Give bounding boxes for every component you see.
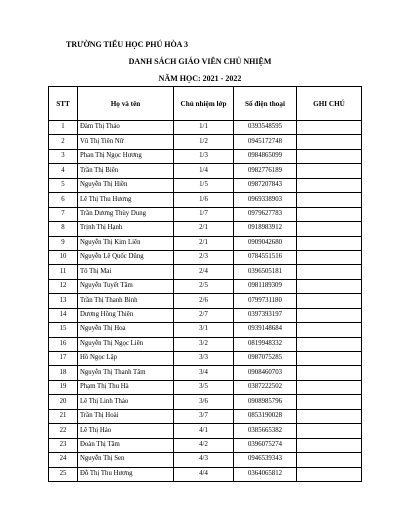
name-cell: Lê Thị Hảo xyxy=(78,424,174,438)
name-cell: Lê Thị Thu Hương xyxy=(78,193,174,207)
name-cell: Lê Thị Linh Thảo xyxy=(78,395,174,409)
stt-cell: 20 xyxy=(49,395,78,409)
stt-cell: 19 xyxy=(49,380,78,394)
phone-cell: 0853190028 xyxy=(234,409,297,423)
class-cell: 2/5 xyxy=(174,279,234,293)
phone-cell: 0987207843 xyxy=(234,178,297,192)
note-cell xyxy=(297,352,362,366)
class-cell: 4/3 xyxy=(174,453,234,467)
name-cell: Đàm Thị Thảo xyxy=(78,121,174,135)
phone-cell: 0397393197 xyxy=(234,308,297,322)
table-row xyxy=(49,135,362,149)
class-cell: 3/3 xyxy=(174,352,234,366)
table-row xyxy=(49,380,362,394)
note-cell xyxy=(297,366,362,380)
table-row xyxy=(49,453,362,467)
name-cell: Phan Thị Ngọc Hương xyxy=(78,149,174,163)
class-cell: 3/7 xyxy=(174,409,234,423)
class-cell: 1/1 xyxy=(174,121,234,135)
note-cell xyxy=(297,222,362,236)
table-row xyxy=(49,337,362,351)
note-cell xyxy=(297,279,362,293)
stt-cell: 25 xyxy=(49,467,78,481)
column-header-phone: Số điện thoại xyxy=(234,87,297,121)
note-cell xyxy=(297,135,362,149)
table-row xyxy=(49,352,362,366)
stt-cell: 9 xyxy=(49,236,78,250)
name-cell: Vũ Thị Tiên Nữ xyxy=(78,135,174,149)
note-cell xyxy=(297,467,362,481)
stt-cell: 16 xyxy=(49,337,78,351)
note-cell xyxy=(297,164,362,178)
table-row xyxy=(49,308,362,322)
table-row xyxy=(49,222,362,236)
name-cell: Dương Hồng Thiên xyxy=(78,308,174,322)
stt-cell: 3 xyxy=(49,149,78,163)
note-cell xyxy=(297,207,362,221)
note-cell xyxy=(297,121,362,135)
name-cell: Trần Thị Biên xyxy=(78,164,174,178)
name-cell: Trịnh Thị Hạnh xyxy=(78,222,174,236)
note-cell xyxy=(297,337,362,351)
note-cell xyxy=(297,178,362,192)
phone-cell: 0984865099 xyxy=(234,149,297,163)
name-cell: Nguyễn Thị Hoa xyxy=(78,323,174,337)
table-row xyxy=(49,395,362,409)
phone-cell: 0982776189 xyxy=(234,164,297,178)
phone-cell: 0364065812 xyxy=(234,467,297,481)
class-cell: 3/5 xyxy=(174,380,234,394)
class-cell: 2/1 xyxy=(174,222,234,236)
table-row xyxy=(49,366,362,380)
phone-cell: 0918983912 xyxy=(234,222,297,236)
class-cell: 4/1 xyxy=(174,424,234,438)
class-cell: 2/6 xyxy=(174,294,234,308)
note-cell xyxy=(297,308,362,322)
table-row xyxy=(49,424,362,438)
phone-cell: 0979627783 xyxy=(234,207,297,221)
table-row xyxy=(49,193,362,207)
phone-cell: 0396075274 xyxy=(234,438,297,452)
class-cell: 2/3 xyxy=(174,250,234,264)
table-row xyxy=(49,121,362,135)
name-cell: Đỗ Thị Thu Hương xyxy=(78,467,174,481)
table-row xyxy=(49,279,362,293)
note-cell xyxy=(297,236,362,250)
note-cell xyxy=(297,380,362,394)
phone-cell: 0387222502 xyxy=(234,380,297,394)
phone-cell: 0939148684 xyxy=(234,323,297,337)
class-cell: 4/4 xyxy=(174,467,234,481)
name-cell: Đoàn Thị Tâm xyxy=(78,438,174,452)
name-cell: Hồ Ngọc Lập xyxy=(78,352,174,366)
stt-cell: 11 xyxy=(49,265,78,279)
column-header-class: Chủ nhiệm lớp xyxy=(174,87,234,121)
class-cell: 1/7 xyxy=(174,207,234,221)
phone-cell: 0385665382 xyxy=(234,424,297,438)
school-name: TRƯỜNG TIỂU HỌC PHÚ HÒA 3 xyxy=(66,40,189,49)
class-cell: 2/4 xyxy=(174,265,234,279)
column-header-note: GHI CHÚ xyxy=(297,87,362,121)
name-cell: Nguyễn Thị Kim Liên xyxy=(78,236,174,250)
stt-cell: 5 xyxy=(49,178,78,192)
stt-cell: 10 xyxy=(49,250,78,264)
note-cell xyxy=(297,294,362,308)
stt-cell: 15 xyxy=(49,323,78,337)
stt-cell: 1 xyxy=(49,121,78,135)
table-row xyxy=(49,178,362,192)
note-cell xyxy=(297,409,362,423)
table-row xyxy=(49,250,362,264)
name-cell: Nguyễn Lê Quốc Dũng xyxy=(78,250,174,264)
phone-cell: 0909042680 xyxy=(234,236,297,250)
note-cell xyxy=(297,265,362,279)
name-cell: Nguyễn Thị Thanh Tâm xyxy=(78,366,174,380)
note-cell xyxy=(297,149,362,163)
phone-cell: 0908985796 xyxy=(234,395,297,409)
class-cell: 3/6 xyxy=(174,395,234,409)
name-cell: Trần Dương Thùy Dung xyxy=(78,207,174,221)
school-year: NĂM HỌC: 2021 - 2022 xyxy=(158,74,242,83)
stt-cell: 4 xyxy=(49,164,78,178)
class-cell: 1/2 xyxy=(174,135,234,149)
column-header-stt: STT xyxy=(49,87,78,121)
name-cell: Nguyễn Thị Sen xyxy=(78,453,174,467)
teacher-table xyxy=(48,86,362,482)
table-row xyxy=(49,265,362,279)
phone-cell: 0945172748 xyxy=(234,135,297,149)
class-cell: 3/4 xyxy=(174,366,234,380)
stt-cell: 2 xyxy=(49,135,78,149)
stt-cell: 6 xyxy=(49,193,78,207)
document-title: DANH SÁCH GIÁO VIÊN CHỦ NHIỆM xyxy=(128,57,272,66)
name-cell: Nguyễn Thị Ngọc Liên xyxy=(78,337,174,351)
name-cell: Tô Thị Mai xyxy=(78,265,174,279)
table-row xyxy=(49,294,362,308)
stt-cell: 14 xyxy=(49,308,78,322)
column-header-name: Họ và tên xyxy=(78,87,174,121)
stt-cell: 24 xyxy=(49,453,78,467)
note-cell xyxy=(297,424,362,438)
class-cell: 1/5 xyxy=(174,178,234,192)
phone-cell: 0987075285 xyxy=(234,352,297,366)
table-row xyxy=(49,323,362,337)
note-cell xyxy=(297,438,362,452)
phone-cell: 0396505181 xyxy=(234,265,297,279)
name-cell: Nguyễn Thị Hiền xyxy=(78,178,174,192)
phone-cell: 0908460703 xyxy=(234,366,297,380)
class-cell: 3/1 xyxy=(174,323,234,337)
phone-cell: 0393548595 xyxy=(234,121,297,135)
stt-cell: 21 xyxy=(49,409,78,423)
table-row xyxy=(49,207,362,221)
stt-cell: 13 xyxy=(49,294,78,308)
table-row xyxy=(49,409,362,423)
note-cell xyxy=(297,323,362,337)
class-cell: 1/4 xyxy=(174,164,234,178)
table-row xyxy=(49,149,362,163)
stt-cell: 23 xyxy=(49,438,78,452)
stt-cell: 7 xyxy=(49,207,78,221)
name-cell: Nguyễn Tuyết Tâm xyxy=(78,279,174,293)
note-cell xyxy=(297,250,362,264)
class-cell: 3/2 xyxy=(174,337,234,351)
table-row xyxy=(49,236,362,250)
phone-cell: 0784551516 xyxy=(234,250,297,264)
table-row xyxy=(49,438,362,452)
phone-cell: 0799731180 xyxy=(234,294,297,308)
phone-cell: 0946539343 xyxy=(234,453,297,467)
phone-cell: 0819948332 xyxy=(234,337,297,351)
stt-cell: 12 xyxy=(49,279,78,293)
class-cell: 4/2 xyxy=(174,438,234,452)
phone-cell: 0981189309 xyxy=(234,279,297,293)
note-cell xyxy=(297,193,362,207)
phone-cell: 0969338903 xyxy=(234,193,297,207)
note-cell xyxy=(297,395,362,409)
table-header-row xyxy=(49,87,362,121)
table-row xyxy=(49,164,362,178)
class-cell: 1/6 xyxy=(174,193,234,207)
stt-cell: 17 xyxy=(49,352,78,366)
class-cell: 1/3 xyxy=(174,149,234,163)
name-cell: Trần Thị Hoài xyxy=(78,409,174,423)
stt-cell: 22 xyxy=(49,424,78,438)
stt-cell: 8 xyxy=(49,222,78,236)
class-cell: 2/1 xyxy=(174,236,234,250)
table-row xyxy=(49,467,362,481)
class-cell: 2/7 xyxy=(174,308,234,322)
note-cell xyxy=(297,453,362,467)
name-cell: Trần Thị Thanh Bình xyxy=(78,294,174,308)
name-cell: Phạm Thị Thu Hà xyxy=(78,380,174,394)
stt-cell: 18 xyxy=(49,366,78,380)
